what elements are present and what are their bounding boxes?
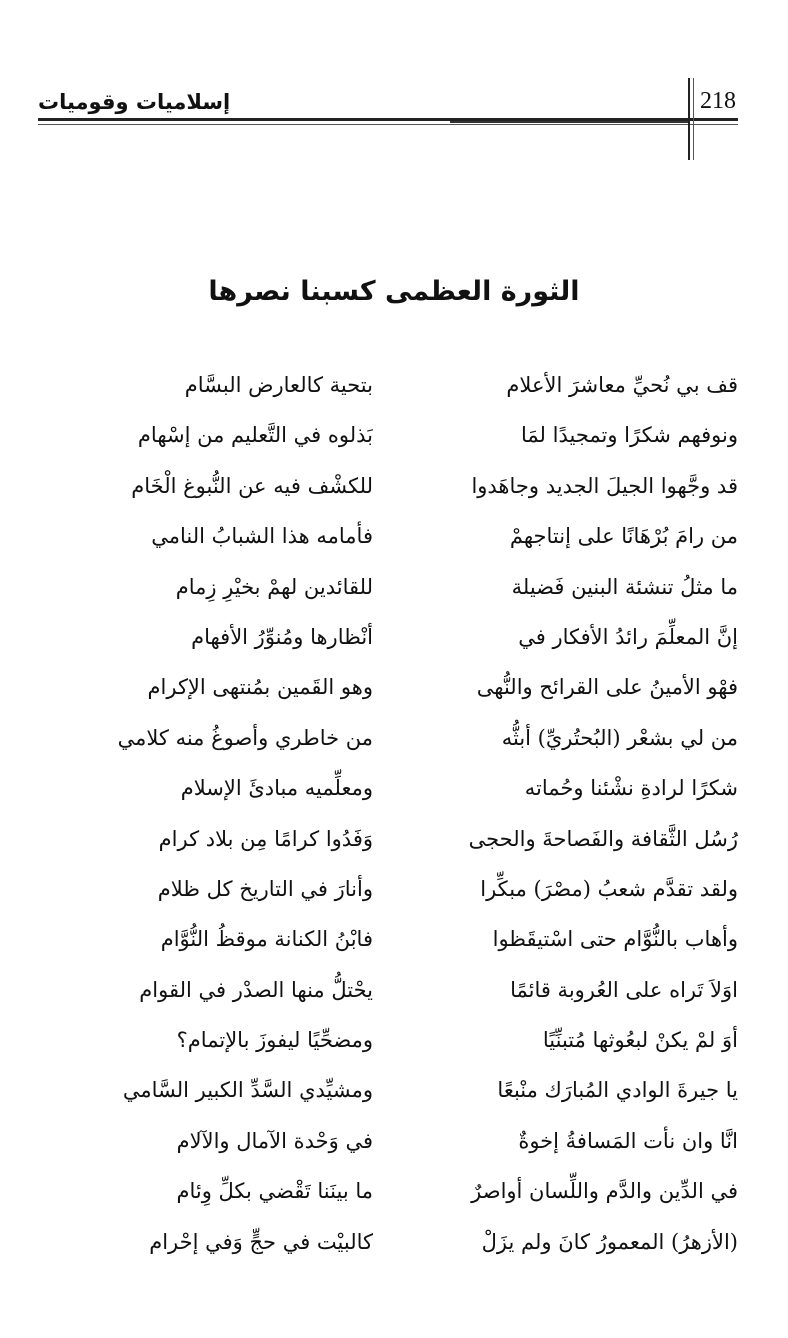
verse-line bbox=[38, 1217, 750, 1267]
verse-second-hemistich: بَذلوه في التَّعليم من إسْهام bbox=[137, 423, 373, 448]
verse-line bbox=[38, 360, 750, 410]
verse-first-hemistich: ما مثلُ تنشئة البنين فَضيلة bbox=[511, 574, 738, 599]
page-header bbox=[0, 0, 788, 170]
verse-second-hemistich: وأنارَ في التاريخ كل ظلام bbox=[157, 876, 373, 901]
verse-second-hemistich: ومشيِّدي السَّدِّ الكبير السَّامي bbox=[122, 1078, 373, 1103]
verse-line bbox=[38, 1116, 750, 1166]
verse-line bbox=[38, 1065, 750, 1115]
header-rule-accent bbox=[450, 121, 690, 123]
header-vertical-rule-thin bbox=[693, 78, 694, 160]
verse-second-hemistich: فابْنُ الكنانة موقظُ النُّوَّام bbox=[160, 927, 373, 952]
verse-first-hemistich: (الأزهرُ) المعمورُ كانَ ولم يزَلْ bbox=[481, 1229, 738, 1254]
verse-first-hemistich: في الدِّين والدَّم واللِّسان أواصرٌ bbox=[471, 1179, 738, 1204]
verse-second-hemistich: أنْظارها ومُنوِّرُ الأفهام bbox=[191, 624, 373, 649]
verse-line bbox=[38, 1015, 750, 1065]
poem-title: الثورة العظمى كسبنا نصرها bbox=[208, 276, 580, 307]
verse-first-hemistich: ونوفهم شكرًا وتمجيدًا لمَا bbox=[521, 423, 738, 448]
verse-line bbox=[38, 864, 750, 914]
verse-first-hemistich: من لي بشعْر (البُحتُريِّ) أبثُّه bbox=[501, 725, 738, 750]
verse-first-hemistich: من رامَ بُرْهَانًا على إنتاجهمْ bbox=[509, 524, 738, 549]
verse-first-hemistich: اوَلاَ تَراه على العُروبة قائمًا bbox=[510, 977, 738, 1002]
verse-second-hemistich: للكشْف فيه عن النُّبوغ الْخَام bbox=[131, 473, 373, 498]
verse-line bbox=[38, 914, 750, 964]
verse-first-hemistich: وأهاب بالنُّوَّام حتى اسْتيقَظوا bbox=[492, 927, 738, 952]
verse-second-hemistich: فأمامه هذا الشبابُ النامي bbox=[151, 524, 373, 549]
verse-first-hemistich: انَّا وان نأت المَسافةُ إخوةٌ bbox=[518, 1128, 738, 1153]
verse-first-hemistich: إنَّ المعلِّمَ رائدُ الأفكار في bbox=[518, 624, 738, 649]
verse-line bbox=[38, 1166, 750, 1216]
verse-second-hemistich: في وَحْدة الآمال والآلام bbox=[176, 1128, 373, 1153]
running-title: إسلاميات وقوميات bbox=[38, 90, 231, 114]
verse-line bbox=[38, 612, 750, 662]
verse-line bbox=[38, 662, 750, 712]
verse-second-hemistich: ومعلِّميه مبادئَ الإسلام bbox=[180, 776, 373, 801]
verse-line bbox=[38, 763, 750, 813]
verse-first-hemistich: قف بي نُحيِّ معاشرَ الأعلام bbox=[506, 373, 738, 397]
verse-line bbox=[38, 965, 750, 1015]
verse-first-hemistich: شكرًا لرادةِ نشْئنا وحُماته bbox=[524, 776, 738, 801]
verse-second-hemistich: كالبيْت في حجٍّ وَفي إحْرام bbox=[149, 1229, 373, 1254]
verse-second-hemistich: من خاطري وأصوغُ منه كلامي bbox=[117, 725, 373, 750]
header-rule-thin bbox=[38, 124, 738, 125]
verse-line bbox=[38, 713, 750, 763]
poem-body bbox=[38, 360, 750, 1267]
verse-line bbox=[38, 410, 750, 460]
verse-second-hemistich: وَفَدُوا كرامًا مِن بلاد كرام bbox=[158, 826, 373, 851]
verse-second-hemistich: ما بينَنا تَقْضي بكلِّ وِئام bbox=[176, 1179, 373, 1204]
verse-line bbox=[38, 814, 750, 864]
verse-first-hemistich: يا جيرةَ الوادي المُبارَك منْبعًا bbox=[497, 1078, 738, 1103]
verse-second-hemistich: بتحية كالعارض البسَّام bbox=[184, 373, 373, 397]
verse-first-hemistich: أوَ لمْ يكنْ لبعُوثها مُتبنِّيًا bbox=[542, 1028, 738, 1053]
verse-line bbox=[38, 511, 750, 561]
verse-second-hemistich: ومضحِّيًا ليفوزَ بالإتمام؟ bbox=[176, 1028, 373, 1053]
verse-first-hemistich: قد وجَّهوا الجيلَ الجديد وجاهَدوا bbox=[471, 473, 738, 498]
verse-second-hemistich: يحْتلُّ منها الصدْر في القوام bbox=[139, 977, 373, 1002]
verse-line bbox=[38, 461, 750, 511]
verse-second-hemistich: للقائدين لهمْ بخيْرِ زِمام bbox=[175, 574, 373, 599]
verse-first-hemistich: رُسُل الثَّقافة والفَصاحةَ والحجى bbox=[468, 826, 738, 851]
header-vertical-rule bbox=[688, 78, 690, 160]
verse-second-hemistich: وهو القَمين بمُنتهى الإكرام bbox=[147, 675, 373, 700]
page-number: 218 bbox=[700, 88, 736, 114]
verse-first-hemistich: فهْو الأمينُ على القرائح والنُّهى bbox=[476, 675, 738, 700]
verse-first-hemistich: ولقد تقدَّم شعبُ (مصْرَ) مبكِّرا bbox=[480, 876, 738, 901]
verse-line bbox=[38, 562, 750, 612]
